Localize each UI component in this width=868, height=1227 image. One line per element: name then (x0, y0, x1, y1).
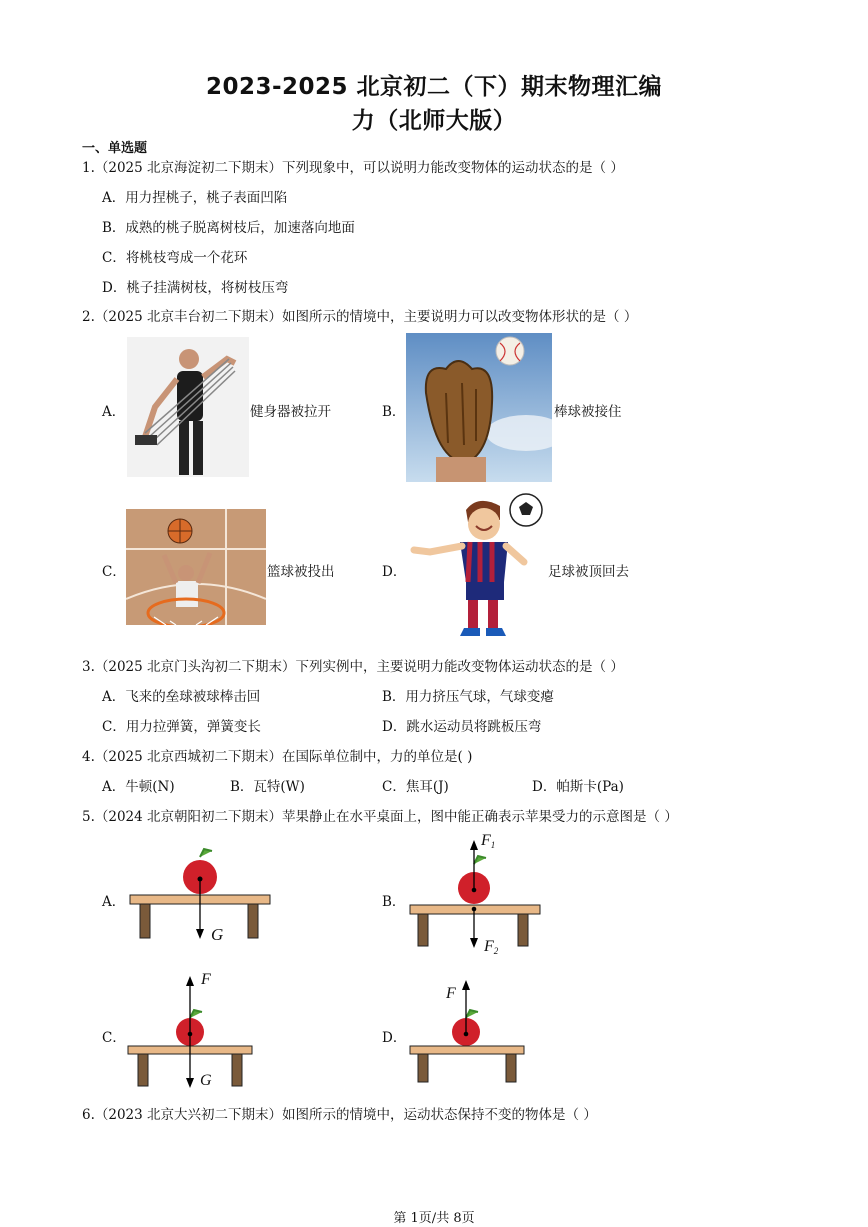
q2-option-b-caption: 棒球被接住 (554, 404, 622, 420)
question-6-stem: 6.（2023 北京大兴初二下期末）如图所示的情境中，运动状态保持不变的物体是（ ） (82, 1107, 597, 1123)
baseball-figure (406, 333, 552, 482)
q2-option-a-caption: 健身器被拉开 (250, 404, 331, 420)
q4-option-a[interactable]: A．牛顿(N) (102, 779, 175, 795)
q1-option-a[interactable]: A．用力捏桃子，桃子表面凹陷 (102, 190, 288, 206)
section-header: 一、单选题 (82, 141, 148, 156)
question-2-stem: 2.（2025 北京丰台初二下期末）如图所示的情境中，主要说明力可以改变物体形状的是（ ） (82, 309, 638, 325)
page-subtitle: 力（北师大版） (351, 108, 517, 134)
q4-option-c[interactable]: C．焦耳(J) (382, 779, 449, 795)
page-title: 2023-2025 北京初二（下）期末物理汇编 (205, 74, 663, 100)
q1-option-b[interactable]: B．成熟的桃子脱离树枝后，加速落向地面 (102, 220, 355, 236)
q2-option-b-letter[interactable]: B． (382, 404, 406, 420)
question-1-stem: 1.（2025 北京海淀初二下期末）下列现象中，可以说明力能改变物体的运动状态的是（ ） (82, 160, 624, 176)
exerciser-figure (127, 337, 249, 477)
q4-option-d[interactable]: D．帕斯卡(Pa) (532, 779, 624, 795)
q2-option-a-letter[interactable]: A． (102, 404, 126, 420)
label-G-a: G (211, 925, 224, 944)
q1-option-d[interactable]: D．桃子挂满树枝，将树枝压弯 (102, 280, 289, 296)
q5-option-d-letter[interactable]: D． (382, 1030, 407, 1046)
question-3-stem: 3.（2025 北京门头沟初二下期末）下列实例中，主要说明力能改变物体运动状态的是（ ） (82, 659, 624, 675)
q3-option-a[interactable]: A．飞来的垒球被球棒击回 (102, 689, 261, 705)
q2-option-c-letter[interactable]: C． (102, 564, 126, 580)
page-footer: 第 1页/共 8页 (393, 1211, 475, 1226)
force-diagram-d (400, 978, 540, 1088)
label-G-c: G (200, 1072, 212, 1089)
q2-option-c-caption: 篮球被投出 (267, 564, 335, 580)
question-4-stem: 4.（2025 北京西城初二下期末）在国际单位制中，力的单位是( ) (82, 749, 473, 765)
q3-option-d[interactable]: D．跳水运动员将跳板压弯 (382, 719, 542, 735)
q4-option-b[interactable]: B．瓦特(W) (230, 779, 305, 795)
soccer-figure (408, 492, 548, 640)
q2-option-d-letter[interactable]: D． (382, 564, 407, 580)
label-F1: $F_1$ (481, 832, 496, 850)
q3-option-c[interactable]: C．用力拉弹簧，弹簧变长 (102, 719, 261, 735)
q5-option-a-letter[interactable]: A． (102, 894, 126, 910)
q1-option-c[interactable]: C．将桃枝弯成一个花环 (102, 250, 248, 266)
basketball-figure (126, 509, 266, 625)
question-5-stem: 5.（2024 北京朝阳初二下期末）苹果静止在水平桌面上，图中能正确表示苹果受力的示意图是（ ） (82, 809, 678, 825)
q2-option-d-caption: 足球被顶回去 (548, 564, 629, 580)
force-diagram-b (400, 836, 550, 956)
q5-option-c-letter[interactable]: C． (102, 1030, 126, 1046)
q5-option-b-letter[interactable]: B． (382, 894, 406, 910)
force-diagram-a (120, 845, 280, 945)
label-F2: $F_2$ (484, 938, 499, 956)
q3-option-b[interactable]: B．用力挤压气球，气球变瘪 (382, 689, 554, 705)
label-F-c: F (201, 971, 211, 988)
force-diagram-c (120, 972, 260, 1092)
label-F-d: F (446, 985, 456, 1002)
